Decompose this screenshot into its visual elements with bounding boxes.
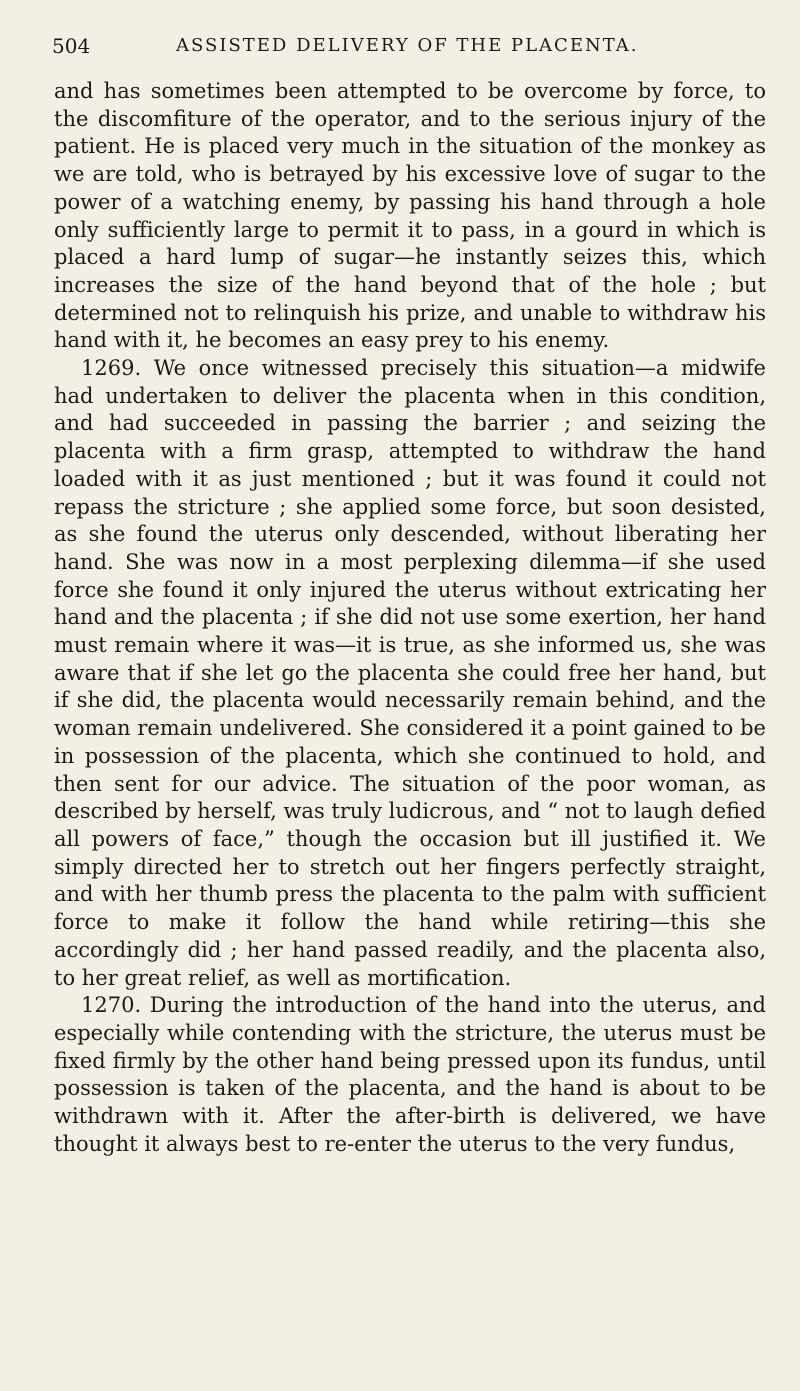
paragraph-continuation: and has sometimes been attempted to be overcome by force, to the discomfiture of the operator, and to the serious injury of the patient. He is placed very much in the situation of the monkey as we are told, who is betrayed by his excessive love of sugar to the power of a watching enemy, by passing his hand through a hole only sufficiently large to permit it to pass, in a gourd in which is placed a hard lump of sugar—he instantly seizes this, which increases the size of the hand beyond that of the hole ; but determined not to relinquish his prize, and unable to withdraw his hand with it, he becomes an easy prey to his enemy.	[54, 79, 766, 353]
paragraph-1270: 1270. During the introduction of the hand into the uterus, and especially while contending with the stricture, the uterus must be fixed firmly by the other hand being pressed upon its fundus, until possession is taken of the placenta, and the hand is about to be withdrawn with it. After the after-birth is delivered, we have thought it always best to re-enter the uterus to the very fundus,	[54, 993, 766, 1156]
page-number: 504	[52, 34, 91, 58]
paragraph-1269: 1269. We once witnessed precisely this situation—a midwife had undertaken to deliver the placenta when in this condition, and had succeeded in passing the barrier ; and seizing the placenta with a firm grasp, attempted to withdraw the hand loaded with it as just mentioned ; but it was found it could not repass the stricture ; she applied some force, but soon desisted, as she found the uterus only descended, without liberating her hand. She was now in a most perplexing dilemma—if she used force she found it only injured the uterus without extricating her hand and the placenta ; if she did not use some exertion, her hand must remain where it was—it is true, as she informed us, she was aware that if she let go the placenta she could free her hand, but if she did, the placenta would necessarily remain behind, and the woman remain undelivered. She considered it a point gained to be in possession of the placenta, which she continued to hold, and then sent for our advice. The situation of the poor woman, as described by herself, was truly ludicrous, and “ not to laugh defied all powers of face,” though the occasion but ill justified it. We simply directed her to stretch out her fingers perfectly straight, and with her thumb press the placenta to the palm with sufficient force to make it follow the hand while retiring—this she accordingly did ; her hand passed readily, and the placenta also, to her great relief, as well as mortification.	[54, 356, 766, 990]
running-title: ASSISTED DELIVERY OF THE PLACENTA.	[176, 35, 639, 56]
body-text	[54, 78, 766, 1158]
